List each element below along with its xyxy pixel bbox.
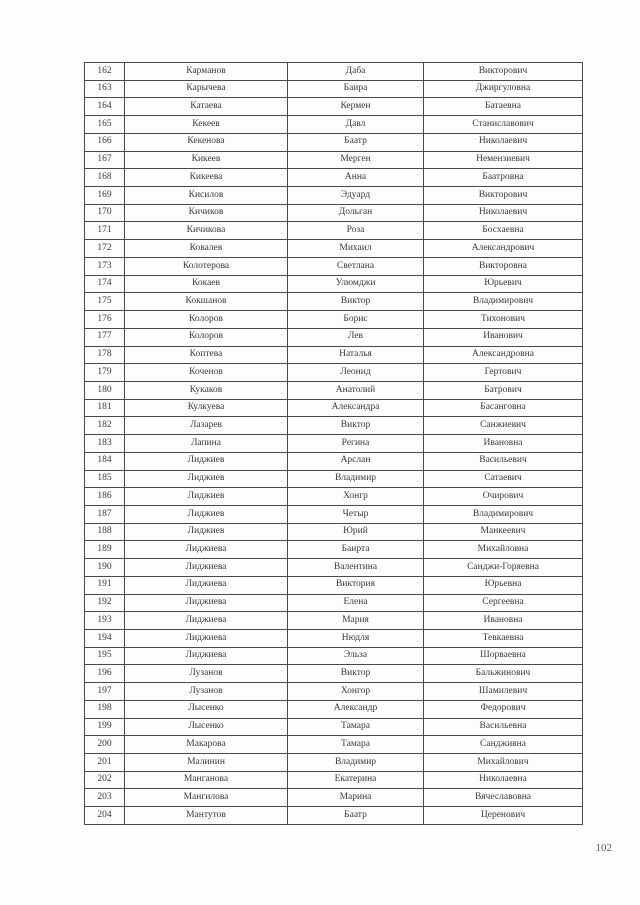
last-name-cell: Кикеева <box>125 169 288 187</box>
last-name-cell: Колотерова <box>125 257 288 275</box>
row-number-cell: 173 <box>85 257 125 275</box>
patronymic-cell: Ивановна <box>424 612 583 630</box>
row-number-cell: 170 <box>85 204 125 222</box>
first-name-cell: Елена <box>288 594 424 612</box>
patronymic-cell: Владимирович <box>424 293 583 311</box>
patronymic-cell: Санжиевич <box>424 417 583 435</box>
table-row <box>85 240 583 258</box>
first-name-cell: Эльза <box>288 647 424 665</box>
registry-table-body <box>85 63 583 825</box>
table-row <box>85 541 583 559</box>
patronymic-cell: Манкеевич <box>424 523 583 541</box>
first-name-cell: Виктория <box>288 576 424 594</box>
first-name-cell: Владимир <box>288 470 424 488</box>
table-row <box>85 594 583 612</box>
table-row <box>85 151 583 169</box>
row-number-cell: 184 <box>85 452 125 470</box>
patronymic-cell: Александрович <box>424 240 583 258</box>
last-name-cell: Лазарев <box>125 417 288 435</box>
last-name-cell: Макарова <box>125 736 288 754</box>
first-name-cell: Юрий <box>288 523 424 541</box>
first-name-cell: Улюмджи <box>288 275 424 293</box>
last-name-cell: Лиджиева <box>125 576 288 594</box>
table-row <box>85 665 583 683</box>
table-row <box>85 80 583 98</box>
first-name-cell: Владимир <box>288 754 424 772</box>
first-name-cell: Екатерина <box>288 771 424 789</box>
row-number-cell: 172 <box>85 240 125 258</box>
patronymic-cell: Босхаевна <box>424 222 583 240</box>
row-number-cell: 165 <box>85 116 125 134</box>
table-row <box>85 559 583 577</box>
patronymic-cell: Николаевна <box>424 771 583 789</box>
first-name-cell: Виктор <box>288 665 424 683</box>
table-row <box>85 346 583 364</box>
first-name-cell: Баирта <box>288 541 424 559</box>
last-name-cell: Карычева <box>125 80 288 98</box>
table-row <box>85 222 583 240</box>
row-number-cell: 202 <box>85 771 125 789</box>
last-name-cell: Кулкуева <box>125 399 288 417</box>
row-number-cell: 200 <box>85 736 125 754</box>
table-row <box>85 98 583 116</box>
last-name-cell: Кичиков <box>125 204 288 222</box>
row-number-cell: 192 <box>85 594 125 612</box>
table-row <box>85 435 583 453</box>
last-name-cell: Лиджиев <box>125 452 288 470</box>
last-name-cell: Коптева <box>125 346 288 364</box>
patronymic-cell: Джиргуловна <box>424 80 583 98</box>
row-number-cell: 190 <box>85 559 125 577</box>
patronymic-cell: Станиславович <box>424 116 583 134</box>
last-name-cell: Колоров <box>125 328 288 346</box>
patronymic-cell: Юрьевна <box>424 576 583 594</box>
last-name-cell: Кисилов <box>125 187 288 205</box>
row-number-cell: 201 <box>85 754 125 772</box>
table-row <box>85 488 583 506</box>
table-row <box>85 647 583 665</box>
last-name-cell: Ковалев <box>125 240 288 258</box>
first-name-cell: Марина <box>288 789 424 807</box>
table-row <box>85 257 583 275</box>
last-name-cell: Лиджиева <box>125 647 288 665</box>
last-name-cell: Кичикова <box>125 222 288 240</box>
patronymic-cell: Сандживна <box>424 736 583 754</box>
patronymic-cell: Викторович <box>424 187 583 205</box>
row-number-cell: 197 <box>85 683 125 701</box>
row-number-cell: 183 <box>85 435 125 453</box>
patronymic-cell: Николаевич <box>424 133 583 151</box>
table-row <box>85 470 583 488</box>
patronymic-cell: Иванович <box>424 328 583 346</box>
last-name-cell: Карманов <box>125 63 288 81</box>
last-name-cell: Манганова <box>125 771 288 789</box>
patronymic-cell: Сатаевич <box>424 470 583 488</box>
table-row <box>85 771 583 789</box>
patronymic-cell: Михайловна <box>424 541 583 559</box>
patronymic-cell: Батаевна <box>424 98 583 116</box>
row-number-cell: 186 <box>85 488 125 506</box>
patronymic-cell: Ивановна <box>424 435 583 453</box>
last-name-cell: Лысенко <box>125 700 288 718</box>
row-number-cell: 175 <box>85 293 125 311</box>
first-name-cell: Анатолий <box>288 381 424 399</box>
first-name-cell: Александра <box>288 399 424 417</box>
first-name-cell: Баира <box>288 80 424 98</box>
first-name-cell: Светлана <box>288 257 424 275</box>
patronymic-cell: Очирович <box>424 488 583 506</box>
table-row <box>85 275 583 293</box>
last-name-cell: Лиджиев <box>125 523 288 541</box>
table-row <box>85 399 583 417</box>
table-row <box>85 364 583 382</box>
first-name-cell: Эдуард <box>288 187 424 205</box>
first-name-cell: Михаил <box>288 240 424 258</box>
first-name-cell: Валентина <box>288 559 424 577</box>
table-row <box>85 293 583 311</box>
last-name-cell: Лиджиева <box>125 630 288 648</box>
row-number-cell: 178 <box>85 346 125 364</box>
row-number-cell: 179 <box>85 364 125 382</box>
table-row <box>85 807 583 825</box>
table-row <box>85 718 583 736</box>
row-number-cell: 174 <box>85 275 125 293</box>
row-number-cell: 203 <box>85 789 125 807</box>
patronymic-cell: Владимирович <box>424 505 583 523</box>
first-name-cell: Хонгор <box>288 683 424 701</box>
patronymic-cell: Батрович <box>424 381 583 399</box>
table-row <box>85 63 583 81</box>
table-row <box>85 187 583 205</box>
last-name-cell: Мантутов <box>125 807 288 825</box>
first-name-cell: Виктор <box>288 417 424 435</box>
patronymic-cell: Николаевич <box>424 204 583 222</box>
table-row <box>85 789 583 807</box>
patronymic-cell: Шорваевна <box>424 647 583 665</box>
patronymic-cell: Гертович <box>424 364 583 382</box>
last-name-cell: Кокшанов <box>125 293 288 311</box>
last-name-cell: Лиджиева <box>125 541 288 559</box>
first-name-cell: Арслан <box>288 452 424 470</box>
row-number-cell: 191 <box>85 576 125 594</box>
row-number-cell: 185 <box>85 470 125 488</box>
table-row <box>85 700 583 718</box>
row-number-cell: 194 <box>85 630 125 648</box>
table-row <box>85 612 583 630</box>
row-number-cell: 182 <box>85 417 125 435</box>
table-row <box>85 381 583 399</box>
patronymic-cell: Васильевна <box>424 718 583 736</box>
row-number-cell: 199 <box>85 718 125 736</box>
patronymic-cell: Васильевич <box>424 452 583 470</box>
last-name-cell: Лузанов <box>125 665 288 683</box>
patronymic-cell: Немензиевич <box>424 151 583 169</box>
patronymic-cell: Санджи-Горяевна <box>424 559 583 577</box>
first-name-cell: Леонид <box>288 364 424 382</box>
first-name-cell: Даба <box>288 63 424 81</box>
last-name-cell: Лиджиева <box>125 594 288 612</box>
last-name-cell: Кекеев <box>125 116 288 134</box>
patronymic-cell: Бальжинович <box>424 665 583 683</box>
patronymic-cell: Юрьевич <box>424 275 583 293</box>
patronymic-cell: Викторовна <box>424 257 583 275</box>
first-name-cell: Лев <box>288 328 424 346</box>
first-name-cell: Роза <box>288 222 424 240</box>
row-number-cell: 169 <box>85 187 125 205</box>
first-name-cell: Четыр <box>288 505 424 523</box>
patronymic-cell: Александровна <box>424 346 583 364</box>
last-name-cell: Лиджиев <box>125 505 288 523</box>
last-name-cell: Лиджиева <box>125 559 288 577</box>
row-number-cell: 195 <box>85 647 125 665</box>
row-number-cell: 198 <box>85 700 125 718</box>
last-name-cell: Лиджиева <box>125 612 288 630</box>
patronymic-cell: Вячеславовна <box>424 789 583 807</box>
first-name-cell: Тамара <box>288 736 424 754</box>
row-number-cell: 187 <box>85 505 125 523</box>
row-number-cell: 177 <box>85 328 125 346</box>
patronymic-cell: Сергеевна <box>424 594 583 612</box>
last-name-cell: Катаева <box>125 98 288 116</box>
table-row <box>85 576 583 594</box>
patronymic-cell: Федорович <box>424 700 583 718</box>
row-number-cell: 166 <box>85 133 125 151</box>
last-name-cell: Коченов <box>125 364 288 382</box>
patronymic-cell: Баатровна <box>424 169 583 187</box>
row-number-cell: 164 <box>85 98 125 116</box>
row-number-cell: 171 <box>85 222 125 240</box>
patronymic-cell: Басанговна <box>424 399 583 417</box>
table-row <box>85 204 583 222</box>
table-row <box>85 505 583 523</box>
row-number-cell: 193 <box>85 612 125 630</box>
patronymic-cell: Тихонович <box>424 311 583 329</box>
first-name-cell: Мерген <box>288 151 424 169</box>
last-name-cell: Колоров <box>125 311 288 329</box>
first-name-cell: Баатр <box>288 133 424 151</box>
last-name-cell: Лиджиев <box>125 470 288 488</box>
patronymic-cell: Шамилевич <box>424 683 583 701</box>
last-name-cell: Кекенова <box>125 133 288 151</box>
table-row <box>85 417 583 435</box>
first-name-cell: Анна <box>288 169 424 187</box>
first-name-cell: Нюдля <box>288 630 424 648</box>
first-name-cell: Давл <box>288 116 424 134</box>
last-name-cell: Кукаков <box>125 381 288 399</box>
first-name-cell: Виктор <box>288 293 424 311</box>
last-name-cell: Кокаев <box>125 275 288 293</box>
patronymic-cell: Церенович <box>424 807 583 825</box>
first-name-cell: Борис <box>288 311 424 329</box>
last-name-cell: Лузанов <box>125 683 288 701</box>
patronymic-cell: Тевкаевна <box>424 630 583 648</box>
first-name-cell: Дольган <box>288 204 424 222</box>
first-name-cell: Кермен <box>288 98 424 116</box>
table-row <box>85 630 583 648</box>
table-row <box>85 328 583 346</box>
table-row <box>85 452 583 470</box>
row-number-cell: 204 <box>85 807 125 825</box>
row-number-cell: 176 <box>85 311 125 329</box>
row-number-cell: 180 <box>85 381 125 399</box>
first-name-cell: Хонгр <box>288 488 424 506</box>
row-number-cell: 162 <box>85 63 125 81</box>
first-name-cell: Тамара <box>288 718 424 736</box>
page-number: 102 <box>595 842 612 854</box>
first-name-cell: Регина <box>288 435 424 453</box>
patronymic-cell: Викторович <box>424 63 583 81</box>
table-row <box>85 133 583 151</box>
last-name-cell: Малинин <box>125 754 288 772</box>
row-number-cell: 196 <box>85 665 125 683</box>
row-number-cell: 167 <box>85 151 125 169</box>
row-number-cell: 189 <box>85 541 125 559</box>
last-name-cell: Лапина <box>125 435 288 453</box>
last-name-cell: Кикеев <box>125 151 288 169</box>
row-number-cell: 163 <box>85 80 125 98</box>
first-name-cell: Баатр <box>288 807 424 825</box>
row-number-cell: 188 <box>85 523 125 541</box>
last-name-cell: Лиджиев <box>125 488 288 506</box>
table-row <box>85 754 583 772</box>
patronymic-cell: Михайлович <box>424 754 583 772</box>
table-row <box>85 523 583 541</box>
table-row <box>85 736 583 754</box>
first-name-cell: Мария <box>288 612 424 630</box>
table-row <box>85 116 583 134</box>
table-row <box>85 683 583 701</box>
last-name-cell: Мангилова <box>125 789 288 807</box>
table-row <box>85 311 583 329</box>
first-name-cell: Наталья <box>288 346 424 364</box>
row-number-cell: 181 <box>85 399 125 417</box>
table-row <box>85 169 583 187</box>
first-name-cell: Александр <box>288 700 424 718</box>
registry-table <box>84 62 583 825</box>
row-number-cell: 168 <box>85 169 125 187</box>
last-name-cell: Лысенко <box>125 718 288 736</box>
